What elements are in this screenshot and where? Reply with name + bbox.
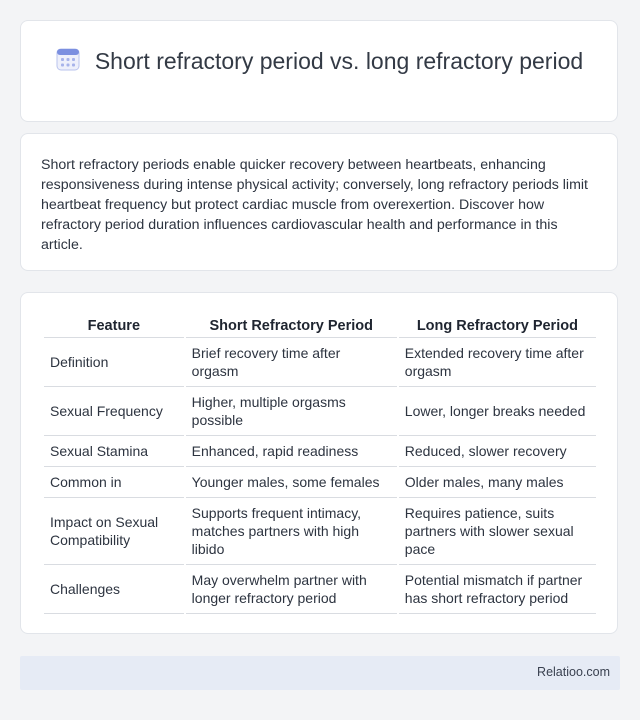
page-title: Short refractory period vs. long refractory period [94, 48, 584, 74]
long-period-cell: Requires patience, suits partners with slower sexual pace [399, 498, 596, 565]
column-header-short: Short Refractory Period [186, 315, 397, 338]
column-header-long: Long Refractory Period [399, 315, 596, 338]
table-row [44, 498, 596, 565]
table-row [44, 387, 596, 436]
feature-cell: Sexual Stamina [44, 436, 184, 467]
intro-card [20, 133, 618, 271]
short-period-cell: Brief recovery time after orgasm [186, 338, 397, 387]
table-row [44, 338, 596, 387]
short-period-cell: Supports frequent intimacy, matches partners with high libido [186, 498, 397, 565]
table-header-row [44, 315, 596, 338]
short-period-cell: Higher, multiple orgasms possible [186, 387, 397, 436]
footer-bar [20, 656, 620, 690]
comparison-table-card [20, 292, 618, 634]
short-period-cell: Younger males, some females [186, 467, 397, 498]
title-card [20, 20, 618, 122]
footer-brand[interactable]: Relatioo.com [537, 665, 610, 679]
table-row [44, 565, 596, 614]
table-row [44, 436, 596, 467]
feature-cell: Common in [44, 467, 184, 498]
long-period-cell: Potential mismatch if partner has short refractory period [399, 565, 596, 614]
page-title-block [21, 46, 617, 76]
long-period-cell: Older males, many males [399, 467, 596, 498]
feature-cell: Impact on Sexual Compatibility [44, 498, 184, 565]
long-period-cell: Reduced, slower recovery [399, 436, 596, 467]
long-period-cell: Extended recovery time after orgasm [399, 338, 596, 387]
short-period-cell: Enhanced, rapid readiness [186, 436, 397, 467]
feature-cell: Challenges [44, 565, 184, 614]
feature-cell: Sexual Frequency [44, 387, 184, 436]
calendar-grid-icon [55, 46, 81, 72]
column-header-feature: Feature [44, 315, 184, 338]
short-period-cell: May overwhelm partner with longer refractory period [186, 565, 397, 614]
long-period-cell: Lower, longer breaks needed [399, 387, 596, 436]
comparison-table [42, 315, 598, 614]
table-row [44, 467, 596, 498]
feature-cell: Definition [44, 338, 184, 387]
intro-paragraph: Short refractory periods enable quicker recovery between heartbeats, enhancing responsiveness during intense physical activity; conversely, long refractory periods limit heartbeat frequency but protect cardiac muscle from overexertion. Discover how refractory period duration influences cardiovascular health and performance in this article. [41, 157, 588, 253]
